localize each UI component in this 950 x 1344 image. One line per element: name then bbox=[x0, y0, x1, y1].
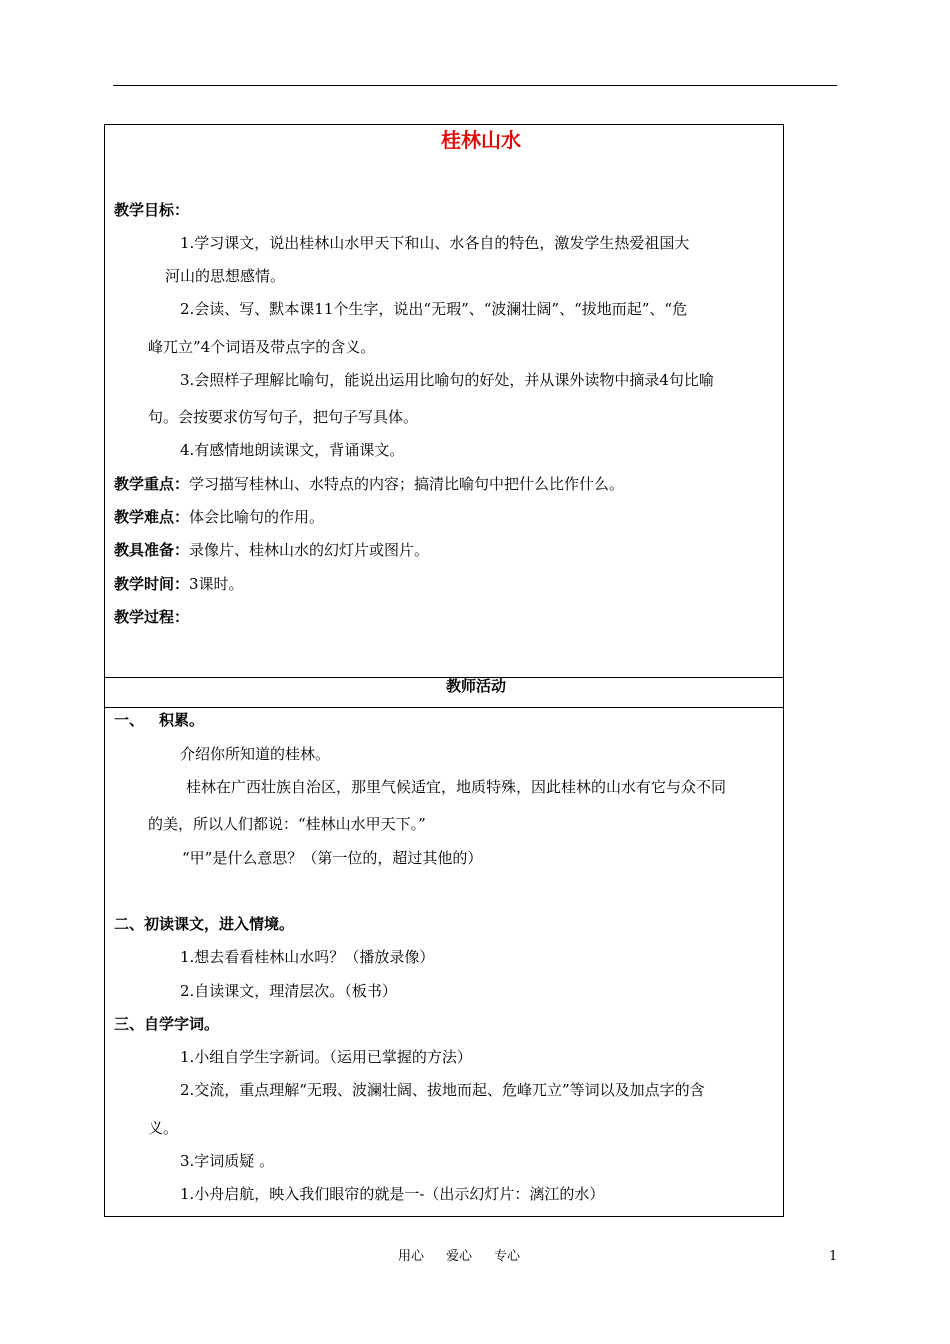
body-line: 2.交流，重点理解“无瑕、波澜壮阔、拔地而起、危峰兀立”等词以及加点字的含 bbox=[180, 1081, 705, 1099]
body-line: 2.自读课文，理清层次。（板书） bbox=[180, 982, 397, 1000]
body-line: 的美，所以人们都说：“桂林山水甲天下。” bbox=[148, 815, 426, 833]
materials-label: 教具准备： bbox=[114, 541, 190, 559]
document-title: 桂林山水 bbox=[441, 128, 521, 152]
body-line: “甲”是什么意思？（第一位的，超过其他的） bbox=[182, 849, 483, 867]
body-line: 桂林在广西壮族自治区，那里气候适宜，地质特殊，因此桂林的山水有它与众不同 bbox=[186, 778, 727, 796]
footer-motto: 爱心 bbox=[446, 1249, 473, 1264]
difficulty-label: 教学难点： bbox=[114, 508, 190, 526]
table-divider bbox=[105, 707, 783, 708]
goal-line: 4.有感情地朗读课文，背诵课文。 bbox=[180, 441, 405, 459]
teaching-time bbox=[114, 577, 244, 592]
key-point-text: 学习描写桂林山、水特点的内容；搞清比喻句中把什么比作什么。 bbox=[189, 475, 625, 493]
goal-line: 2.会读、写、默本课11个生字，说出“无瑕”、“波澜壮阔”、“拔地而起”、“危 bbox=[180, 300, 688, 318]
key-point-label: 教学重点： bbox=[114, 475, 190, 493]
goal-line: 3.会照样子理解比喻句，能说出运用比喻句的好处，并从课外读物中摘录4句比喻 bbox=[180, 371, 714, 389]
materials bbox=[114, 543, 429, 558]
goal-line: 峰兀立”4个词语及带点字的含义。 bbox=[148, 338, 376, 356]
goal-line: 1.学习课文，说出桂林山水甲天下和山、水各自的特色，激发学生热爱祖国大 bbox=[180, 234, 690, 252]
page-number: 1 bbox=[829, 1249, 838, 1264]
section-title: 二、初读课文，进入情境。 bbox=[114, 915, 295, 933]
footer-motto: 用心 bbox=[398, 1249, 425, 1264]
body-line: 介绍你所知道的桂林。 bbox=[180, 745, 331, 763]
body-line: 1.小舟启航，映入我们眼帘的就是一-（出示幻灯片：漓江的水） bbox=[180, 1185, 605, 1203]
body-line: 义。 bbox=[148, 1119, 179, 1137]
table-divider bbox=[105, 677, 783, 678]
body-line: 3.字词质疑 。 bbox=[180, 1152, 275, 1170]
column-header: 教师活动 bbox=[446, 677, 507, 695]
goal-line: 句。会按要求仿写句子，把句子写具体。 bbox=[148, 408, 419, 426]
footer-motto: 专心 bbox=[494, 1249, 521, 1264]
goal-line: 河山的思想感情。 bbox=[165, 267, 286, 285]
difficulty-text: 体会比喻句的作用。 bbox=[189, 508, 325, 526]
time-text: 3课时。 bbox=[189, 575, 244, 593]
section-title: 积累。 bbox=[159, 711, 205, 729]
key-point bbox=[114, 477, 624, 492]
body-line: 1.想去看看桂林山水吗？（播放录像） bbox=[180, 948, 435, 966]
difficulty bbox=[114, 510, 324, 525]
body-line: 1.小组自学生字新词。（运用已掌握的方法） bbox=[180, 1048, 472, 1066]
section-number: 一、 bbox=[114, 711, 145, 729]
goals-label: 教学目标： bbox=[114, 201, 190, 219]
time-label: 教学时间： bbox=[114, 575, 190, 593]
section-title: 三、自学字词。 bbox=[114, 1015, 220, 1033]
header-rule bbox=[113, 85, 837, 86]
process-label: 教学过程： bbox=[114, 608, 190, 626]
materials-text: 录像片、桂林山水的幻灯片或图片。 bbox=[189, 541, 430, 559]
